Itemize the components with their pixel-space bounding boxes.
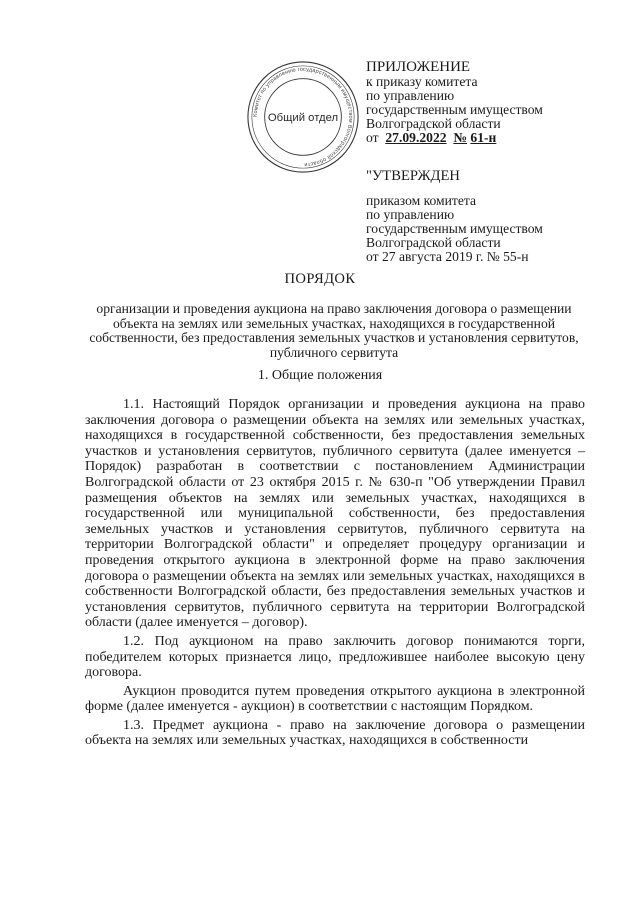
appendix-header — [366, 60, 543, 145]
document-title: ПОРЯДОК — [284, 271, 356, 287]
number-sign: № — [453, 130, 467, 145]
appendix-line: Волгоградской области — [366, 116, 501, 131]
appendix-date-line — [366, 131, 543, 145]
order-line: Волгоградской области — [366, 235, 501, 250]
document-body — [85, 397, 585, 752]
order-line: приказом комитета — [366, 193, 477, 208]
approving-order — [366, 194, 543, 264]
paragraph: 1.1. Настоящий Порядок организации и проведения аукциона на право заключения договора о размещении объекта на землях или земельных участках, находящихся в государственной собственности, без предоставления земельных участков и установления сервитутов, публичного сервитута (далее именуется – Порядок) разработан в соответствии с постановлением Администрации Волгоградской области от 23 октября 2015 г. № 630-п "Об утверждении Правил размещения объектов на землях или земельных участках, находящихся в государственной или муниципальной собственности, без предоставления земельных участков и установления сервитутов, публичного сервитута на территории Волгоградской области" и определяет процедуру организации и проведения открытого аукциона в электронной форме на право заключения договора о размещении объекта на землях или земельных участках, находящихся в собственности Волгоградской области, без предоставления земельных участков и установления сервитутов, публичного сервитута на территории Волгоградской области (далее именуется – договор). — [85, 397, 585, 631]
section-heading: 1. Общие положения — [257, 368, 383, 383]
order-line: по управлению — [366, 207, 455, 222]
date-prefix: от — [366, 130, 379, 145]
appendix-title: ПРИЛОЖЕНИЕ — [366, 59, 471, 75]
paragraph: 1.3. Предмет аукциона - право на заключение договора о размещении объекта на землях или земельных участках, находящихся в собственности — [85, 717, 585, 749]
order-date: 27.09.2022 — [385, 130, 447, 145]
order-line: от 27 августа 2019 г. № 55-н — [366, 249, 529, 264]
paragraph: Аукцион проводится путем проведения открытого аукциона в электронной форме (далее именуется - аукцион) в соответствии с настоящим Порядком. — [85, 683, 585, 715]
official-stamp — [244, 58, 362, 176]
stamp-ring-text: Комитет по управлению государственным имуществом Волгоградской области — [252, 66, 354, 168]
appendix-line: государственным имуществом — [366, 102, 543, 117]
document-subtitle: организации и проведения аукциона на право заключения договора о размещении объекта на землях или земельных участках, находящихся в государственной собственности, без предоставления земельных участков и установления сервитутов, публичного сервитута — [89, 301, 579, 360]
approved-label: "УТВЕРЖДЕН — [366, 168, 460, 184]
order-number: 61-н — [470, 130, 497, 145]
order-line: государственным имуществом — [366, 221, 543, 236]
appendix-line: по управлению — [366, 88, 455, 103]
stamp-center-text: Общий отдел — [267, 111, 339, 124]
paragraph: 1.2. Под аукционом на право заключить договор понимаются торги, победителем которых признается лицо, предложившее наиболее высокую цену договора. — [85, 633, 585, 681]
appendix-line: к приказу комитета — [366, 74, 478, 89]
